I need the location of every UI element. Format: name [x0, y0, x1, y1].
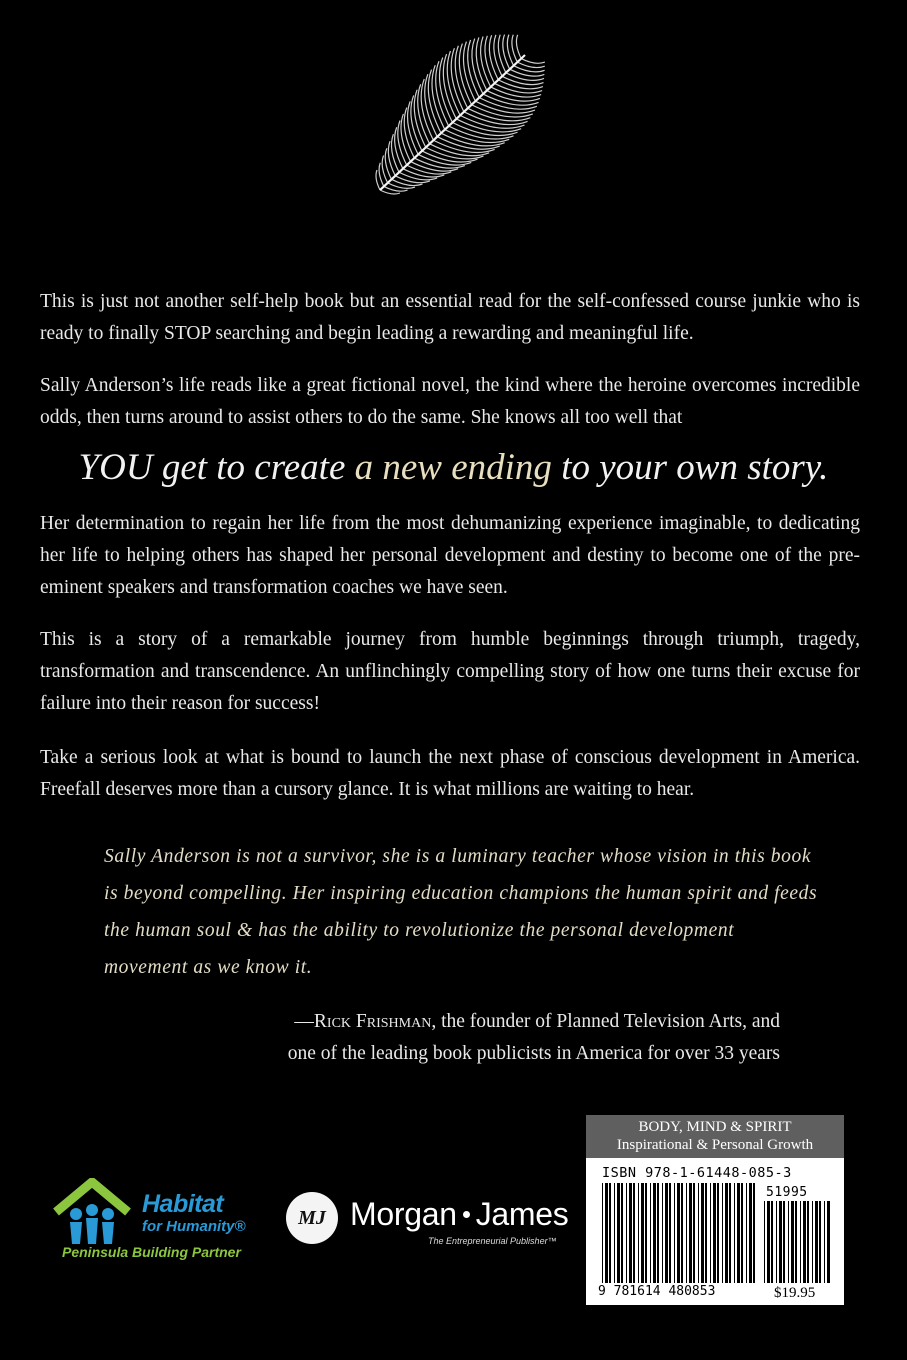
- habitat-house-icon: [52, 1178, 132, 1250]
- paragraph-journey: This is a story of a remarkable journey from humble beginnings through triumph, tragedy, transformation and transcendence. An unflinchingly compelling story of how one turns their excuse for failure into their reason for success!: [40, 629, 860, 714]
- habitat-partner: Peninsula Building Partner: [62, 1244, 241, 1260]
- supplement-code: 51995: [766, 1185, 808, 1200]
- barcode-supplement-bars: [764, 1201, 830, 1283]
- paragraph-intro: This is just not another self-help book but an essential read for the self-confessed course junkie who is ready to finally STOP searching and begin leading a rewarding and meaningful life.: [40, 291, 860, 344]
- tagline-part2: to your own story.: [551, 447, 829, 488]
- barcode-digits: 9 781614 480853: [598, 1284, 716, 1299]
- paragraph-determination: Her determination to regain her life from the most dehumanizing experience imaginable, to dedicating her life to helping others has shaped her personal development and destiny to become one of the pre-eminent speakers and transformation coaches we have seen.: [40, 513, 860, 598]
- barcode-main-bars: [602, 1183, 756, 1283]
- attribution-dash: —: [294, 1011, 314, 1032]
- category-line1: BODY, MIND & SPIRIT: [638, 1119, 792, 1135]
- habitat-subtitle: for Humanity®: [142, 1218, 246, 1235]
- morgan-james-name: [350, 1196, 568, 1233]
- endorsement-attribution: [180, 1006, 780, 1070]
- morgan-james-tagline: The Entrepreneurial Publisher™: [428, 1236, 557, 1246]
- price-label: $19.95: [774, 1285, 816, 1301]
- paragraph-serious-look: Take a serious look at what is bound to launch the next phase of conscious development in America. Freefall deserves more than a cursory glance. It is what millions are waiting to hear.: [40, 747, 860, 800]
- morgan-james-monogram: MJ: [286, 1192, 338, 1244]
- attribution-line2: one of the leading book publicists in America for over 33 years: [287, 1043, 780, 1064]
- publisher-name-part2: James: [475, 1196, 569, 1232]
- paragraph-sally-life: Sally Anderson’s life reads like a great fictional novel, the kind where the heroine overcomes incredible odds, then turns around to assist others to do the same. She knows all too well that: [40, 375, 860, 428]
- publisher-name-part1: Morgan: [350, 1196, 457, 1232]
- endorsement-quote: Sally Anderson is not a survivor, she is a luminary teacher whose vision in this book is beyond compelling. Her inspiring education champions the human spirit and feeds the human soul & has the ability to revolutionize the personal development movement as we know it.: [104, 846, 818, 978]
- category-line2: Inspirational & Personal Growth: [616, 1137, 814, 1153]
- tagline: [0, 446, 907, 489]
- barcode-category: [586, 1115, 844, 1158]
- habitat-logo: [52, 1178, 282, 1270]
- publisher-dot: [463, 1211, 470, 1218]
- attribution-line1: , the founder of Planned Television Arts, and: [431, 1011, 780, 1032]
- tagline-highlight: a new ending: [354, 447, 552, 488]
- habitat-title: Habitat: [142, 1190, 224, 1218]
- attribution-name: Rick Frishman: [313, 1011, 432, 1032]
- feather-image: [350, 30, 550, 210]
- isbn-number: ISBN 978-1-61448-085-3: [602, 1165, 792, 1181]
- barcode-box: [586, 1115, 844, 1305]
- tagline-part1: YOU get to create: [78, 447, 355, 488]
